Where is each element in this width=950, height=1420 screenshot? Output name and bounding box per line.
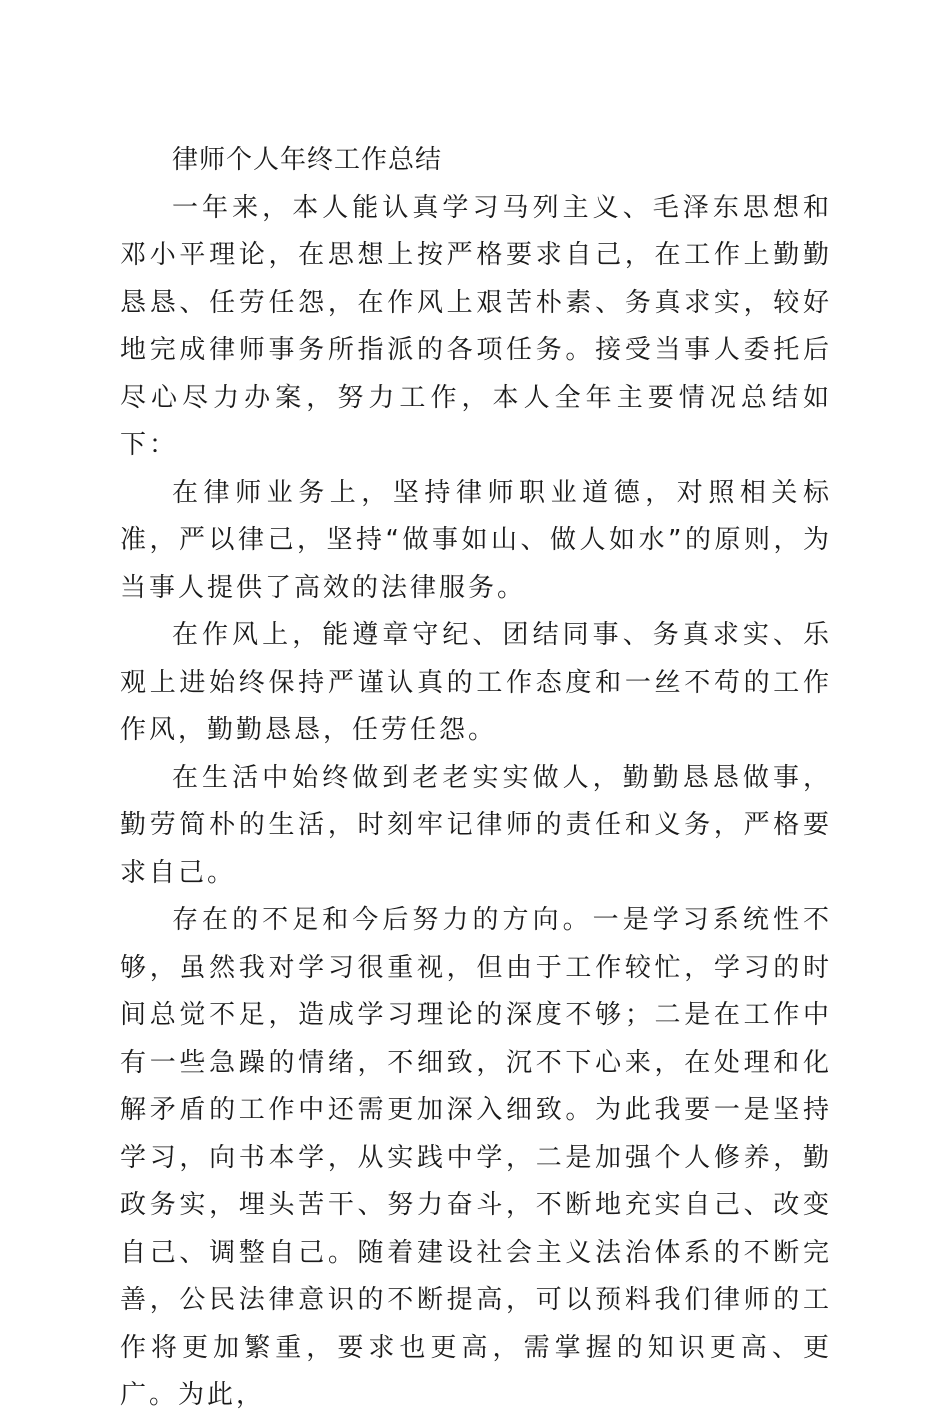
paragraph-shortcomings: 存在的不足和今后努力的方向。一是学习系统性不够，虽然我对学习很重视，但由于工作较忙，学习的时间总觉不足，造成学习理论的深度不够；二是在工作中有一些急躁的情绪，不细致，沉不下心来，在处理和化解矛盾的工作中还需更加深入细致。为此我要一是坚持学习，向书本学，从实践中学，二是加强个人修养，勤政务实，埋头苦干、努力奋斗，不断地充实自己、改变自己、调整自己。随着建设社会主义法治体系的不断完善，公民法律意识的不断提高，可以预料我们律师的工作将更加繁重，要求也更高，需掌握的知识更高、更广。为此，	[120, 905, 832, 1410]
document-body	[120, 137, 832, 1420]
paragraph-legal-practice: 在律师业务上，坚持律师职业道德，对照相关标准，严以律己，坚持“做事如山、做人如水”的原则，为当事人提供了高效的法律服务。	[120, 477, 832, 603]
paragraph-daily-life: 在生活中始终做到老老实实做人，勤勤恳恳做事，勤劳简朴的生活，时刻牢记律师的责任和义务，严格要求自己。	[120, 762, 832, 888]
paragraph-intro: 一年来，本人能认真学习马列主义、毛泽东思想和邓小平理论，在思想上按严格要求自己，在工作上勤勤恳恳、任劳任怨，在作风上艰苦朴素、务真求实，较好地完成律师事务所指派的各项任务。接受当事人委托后尽心尽力办案，努力工作，本人全年主要情况总结如下：	[120, 192, 832, 460]
document-title: 律师个人年终工作总结	[172, 145, 443, 175]
paragraph-work-style: 在作风上，能遵章守纪、团结同事、务真求实、乐观上进始终保持严谨认真的工作态度和一丝不苟的工作作风，勤勤恳恳，任劳任怨。	[120, 620, 832, 745]
